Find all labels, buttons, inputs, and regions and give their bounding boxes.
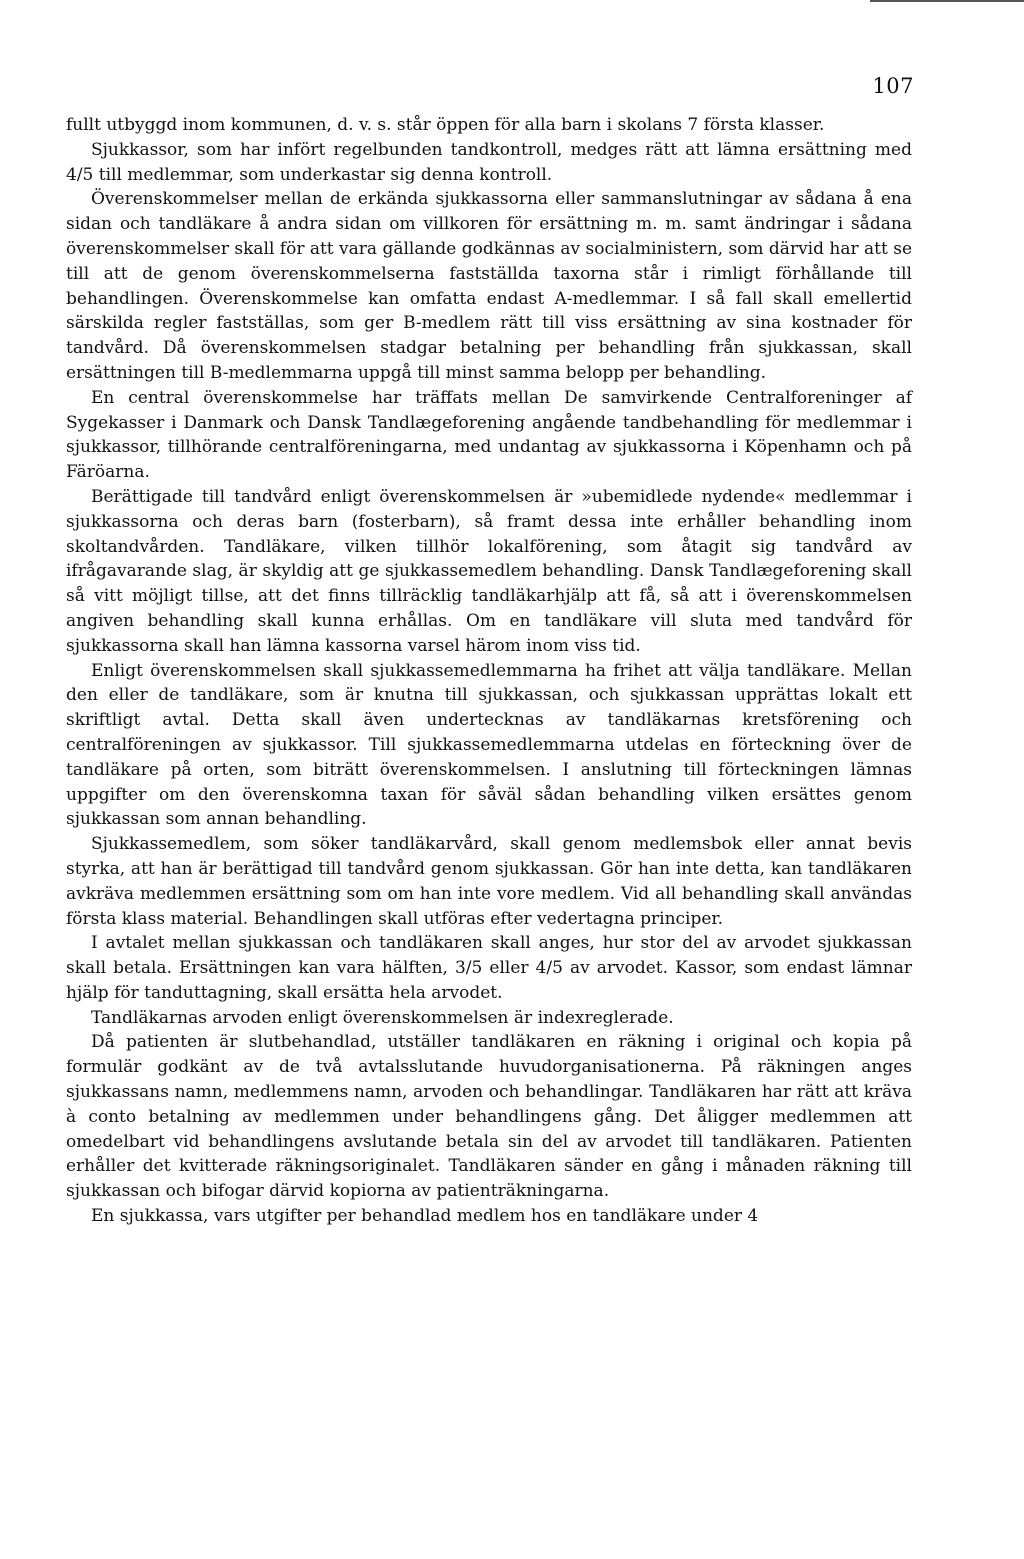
paragraph-continuation: fullt utbyggd inom kommunen, d. v. s. står öppen för alla barn i skolans 7 första klasser.	[66, 115, 825, 135]
paragraph: Berättigade till tandvård enligt överenskommelsen är »ubemidlede nydende« medlemmar i sjukkassorna och deras barn (fosterbarn), så framt dessa inte erhåller behandling inom skoltandvården. Tandläkare, vilken tillhör lokalförening, som åtagit sig tandvård av ifrågavarande slag, är skyldig att ge sjukkassemedlem behandling. Dansk Tandlægeforening skall så vitt möjligt tillse, att det finns tillräcklig tandläkarhjälp att få, så att i överenskommelsen angiven behandling skall kunna erhållas. Om en tandläkare vill sluta med tandvård för sjukkassorna skall han lämna kassorna varsel härom inom viss tid.	[66, 486, 912, 656]
paragraph: Tandläkarnas arvoden enligt överenskommelsen är indexreglerade.	[91, 1007, 674, 1028]
paragraph: Då patienten är slutbehandlad, utställer tandläkaren en räkning i original och kopia på formulär godkänt av de två avtalsslutande huvudorganisationerna. På räkningen anges sjukkassans namn, medlemmens namn, arvoden och behandlingar. Tandläkaren har rätt att kräva à conto betalning av medlemmen under behandlingens gång. Det åligger medlemmen att omedelbart vid behandlingens avslutande betala sin del av arvodet till tandläkaren. Patienten erhåller det kvitterade räkningsoriginalet. Tandläkaren sänder en gång i månaden räkning till sjukkassan och bifogar därvid kopiorna av patienträkningarna.	[66, 1032, 912, 1202]
paragraph: Överenskommelser mellan de erkända sjukkassorna eller sammanslutningar av sådana å ena sidan och tandläkare å andra sidan om villkoren för ersättning m. m. samt ändringar i sådana överenskommelser skall för att vara gällande godkännas av socialministern, som därvid har att se till att de genom överenskommelserna fastställda taxorna står i rimligt förhållande till behandlingen. Överenskommelse kan omfatta endast A-medlemmar. I så fall skall emellertid särskilda regler fastställas, som ger B-medlem rätt till viss ersättning av sina kostnader för tandvård. Då överenskommelsen stadgar betalning per behandling från sjukkassan, skall ersättningen till B-medlemmarna uppgå till minst samma belopp per behandling.	[66, 189, 912, 383]
paragraph: En central överenskommelse har träffats mellan De samvirkende Centralforeninger af Sygekasser i Danmark och Dansk Tandlægeforening angående tandbehandling för medlemmar i sjukkassor, tillhörande centralföreningarna, med undantag av sjukkassorna i Köpenhamn och på Färöarna.	[66, 387, 912, 483]
page-edge-line	[870, 0, 1024, 2]
paragraph: Sjukkassor, som har infört regelbunden tandkontroll, medges rätt att lämna ersättning med 4/5 till medlemmar, som underkastar sig denna kontroll.	[66, 139, 912, 185]
paragraph: En sjukkassa, vars utgifter per behandlad medlem hos en tandläkare under 4	[91, 1206, 759, 1227]
page-number: 107	[872, 74, 914, 98]
paragraph: Sjukkassemedlem, som söker tandläkarvård, skall genom medlemsbok eller annat bevis styrka, att han är berättigad till tandvård genom sjukkassan. Gör han inte detta, kan tandläkaren avkräva medlemmen ersättning som om han inte vore medlem. Vid all behandling skall användas första klass material. Behandlingen skall utföras efter vedertagna principer.	[66, 834, 912, 929]
paragraph: Enligt överenskommelsen skall sjukkassemedlemmarna ha frihet att välja tandläkare. Mellan den eller de tandläkare, som är knutna till sjukkassan, och sjukkassan upprättas lokalt ett skriftligt avtal. Detta skall även undertecknas av tandläkarnas kretsförening och centralföreningen av sjukkassor. Till sjukkassemedlemmarna utdelas en förteckning över de tandläkare på orten, som biträtt överenskommelsen. I anslutning till förteckningen lämnas uppgifter om den överenskomna taxan för såväl sådan behandling vilken ersättes genom sjukkassan som annan behandling.	[66, 660, 912, 830]
body-text	[66, 113, 912, 1229]
paragraph: I avtalet mellan sjukkassan och tandläkaren skall anges, hur stor del av arvodet sjukkassan skall betala. Ersättningen kan vara hälften, 3/5 eller 4/5 av arvodet. Kassor, som endast lämnar hjälp för tanduttagning, skall ersätta hela arvodet.	[66, 933, 912, 1003]
